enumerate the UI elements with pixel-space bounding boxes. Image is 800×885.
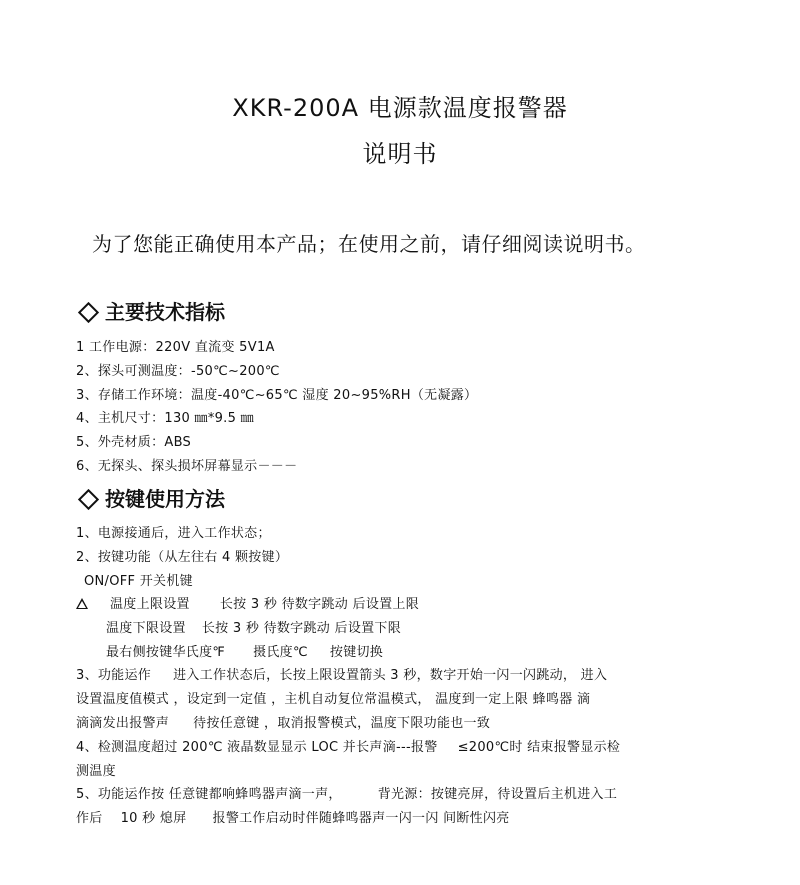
upper-limit-line (76, 593, 419, 612)
after-work-text: 作后 (76, 811, 103, 826)
unit-switch-line (106, 641, 383, 660)
diamond-bullet-icon (78, 489, 99, 510)
spec-item: 5、外壳材质：ABS (76, 435, 192, 450)
intro-text: 为了您能正确使用本产品；在使用之前，请仔细阅读说明书。 (92, 232, 646, 256)
function-line-5b (76, 807, 510, 826)
spec-item: 4、主机尺寸：130 ㎜*9.5 ㎜ (76, 411, 254, 426)
lower-limit-line (106, 617, 401, 636)
unit-switch-desc: 按键切换 (329, 645, 384, 660)
function-line-3b: 设置温度值模式 ，设定到一定值 ，主机自动复位常温模式， 温度到一定上限 蜂鸣器 滴 (76, 692, 591, 707)
alarm-sound-text: 滴滴发出报警声 (76, 716, 170, 731)
up-triangle-icon (76, 598, 88, 609)
onoff-key-line: ON/OFF 开关机键 (84, 574, 193, 589)
specs-heading (76, 296, 225, 325)
lower-limit-desc: 长按 3 秒 待数字跳动 后设置下限 (201, 621, 402, 636)
cancel-alarm-text: 待按任意键 ，取消报警模式，温度下限功能也一致 (193, 716, 491, 731)
any-key-beep-text: 5、功能运作按 任意键都响蜂鸣器声滴一声， (76, 787, 342, 802)
usage-heading (76, 483, 225, 512)
unit-fahrenheit-label: 最右侧按键华氏度℉ (106, 645, 226, 660)
function-label: 3、功能运作 (76, 668, 152, 683)
document-subtitle: 说明书 (362, 140, 438, 168)
backlight-text: 背光源：按键亮屏，待设置后主机进入工 (377, 787, 618, 802)
spec-item: 1 工作电源：220V 直流变 5V1A (76, 340, 275, 355)
document-title: XKR-200A 电源款温度报警器 (232, 94, 568, 122)
function-line-3c (76, 712, 490, 731)
screen-off-text: 10 秒 熄屏 (120, 811, 187, 826)
end-alarm-text: ≤200℃时 结束报警显示检 (457, 740, 621, 755)
upper-limit-desc: 长按 3 秒 待数字跳动 后设置上限 (219, 597, 420, 612)
unit-celsius-label: 摄氏度℃ (253, 645, 308, 660)
upper-limit-label: 温度上限设置 (110, 597, 190, 612)
specs-heading-text: 主要技术指标 (105, 300, 225, 324)
usage-line-1: 1、电源接通后，进入工作状态； (76, 526, 271, 541)
usage-line-2: 2、按键功能（从左往右 4 颗按键） (76, 550, 289, 565)
usage-heading-text: 按键使用方法 (105, 487, 225, 511)
over-temp-text: 4、检测温度超过 200℃ 液晶数显显示 LOC 并长声滴---报警 (76, 740, 438, 755)
diamond-bullet-icon (78, 302, 99, 323)
function-desc: 进入工作状态后，长按上限设置箭头 3 秒，数字开始一闪一闪跳动， 进入 (173, 668, 608, 683)
spec-item: 6、无探头、探头损坏屏幕显示－－－ (76, 459, 298, 474)
detect-line-4a (76, 736, 620, 755)
alarm-flash-text: 报警工作启动时伴随蜂鸣器声一闪一闪 间断性闪亮 (212, 811, 510, 826)
function-line-5a (76, 783, 617, 802)
lower-limit-label: 温度下限设置 (106, 621, 186, 636)
spec-item: 3、存储工作环境：温度-40℃~65℃ 湿度 20~95%RH（无凝露） (76, 388, 478, 403)
detect-line-4b: 测温度 (76, 764, 116, 779)
function-line-3a (76, 664, 607, 683)
spec-item: 2、探头可测温度：-50℃~200℃ (76, 364, 280, 379)
